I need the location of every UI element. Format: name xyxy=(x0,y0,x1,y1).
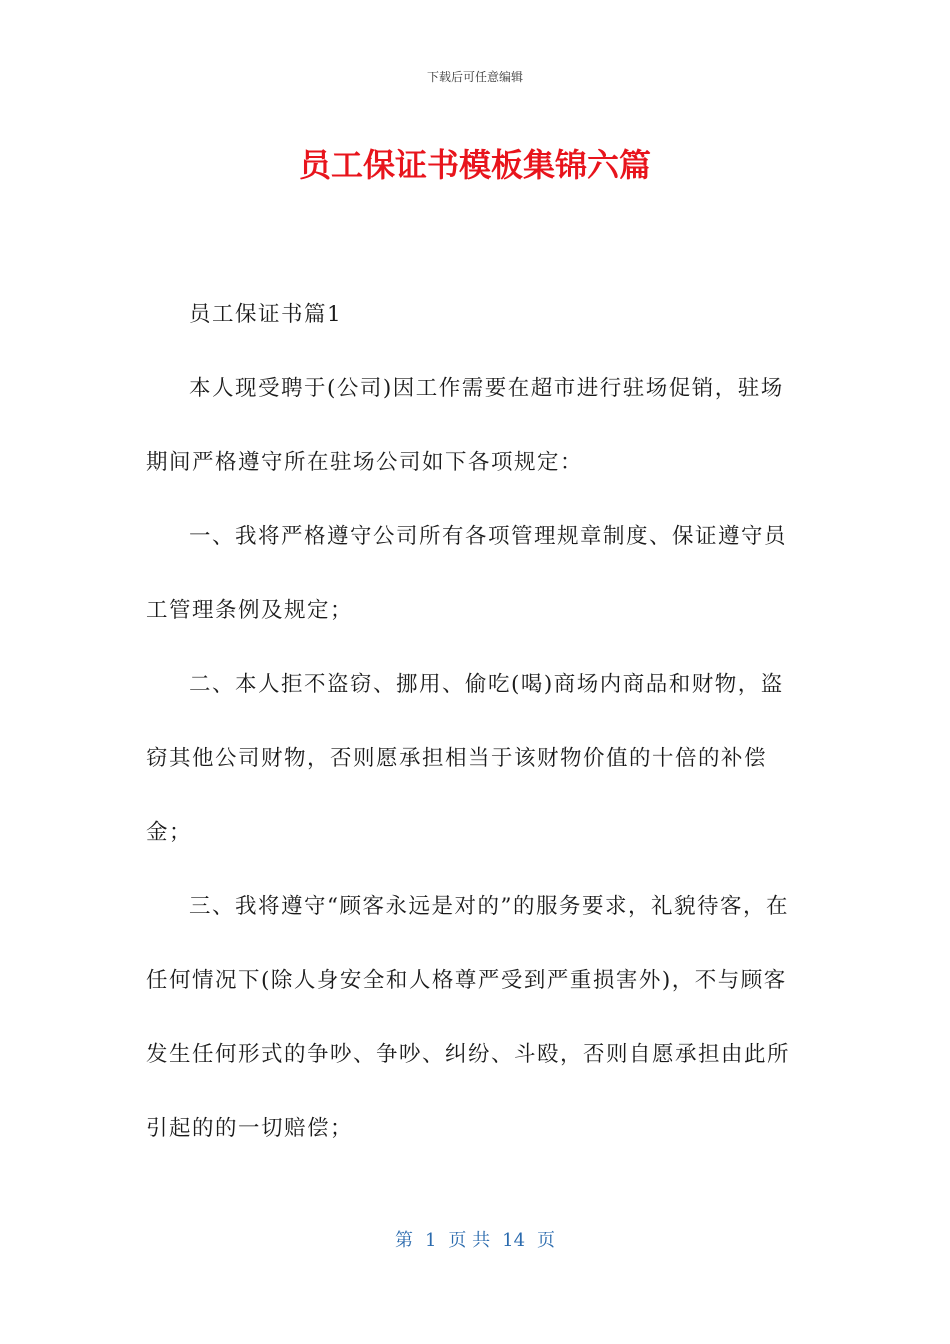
paragraph-item-1: 一、我将严格遵守公司所有各项管理规章制度、保证遵守员工管理条例及规定； xyxy=(146,524,788,623)
footer-total-pages: 14 xyxy=(502,1230,526,1251)
document-title: 员工保证书模板集锦六篇 xyxy=(298,146,651,184)
footer-prefix: 第 xyxy=(394,1230,413,1251)
footer-suffix: 页 xyxy=(537,1230,556,1251)
document-body xyxy=(146,278,806,1166)
footer-page-number: 1 xyxy=(424,1230,437,1251)
section-heading: 员工保证书篇1 xyxy=(189,302,343,327)
footer-middle: 页 共 xyxy=(448,1230,491,1251)
header-note: 下载后可任意编辑 xyxy=(426,70,523,84)
paragraph-item-3: 三、我将遵守“顾客永远是对的”的服务要求，礼貌待客，在任何情况下(除人身安全和人格尊严受到严重损害外)，不与顾客发生任何形式的争吵、争吵、纠纷、斗殴，否则自愿承担由此所引起的的一切赔偿； xyxy=(146,894,791,1141)
paragraph-item-2: 二、本人拒不盗窃、挪用、偷吃(喝)商场内商品和财物，盗窃其他公司财物，否则愿承担相当于该财物价值的十倍的补偿金； xyxy=(146,672,784,845)
page-footer xyxy=(0,1226,950,1252)
paragraph-intro: 本人现受聘于(公司)因工作需要在超市进行驻场促销，驻场期间严格遵守所在驻场公司如下各项规定： xyxy=(146,376,784,475)
